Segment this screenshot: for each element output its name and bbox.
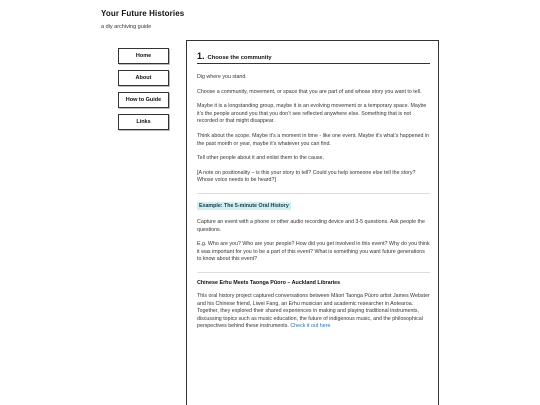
step-title: Choose the community [207, 55, 272, 61]
content-inner [197, 51, 430, 331]
example-paragraph: E.g. Who are you? Who are your people? How did you get involved in this event? Why do you think it was important for you to be a part of this event? What is something you want future generations to know about this event? [197, 241, 430, 263]
nav-how-to-guide-button[interactable]: How to Guide [118, 92, 169, 108]
step-number: 1. [197, 51, 205, 61]
divider [197, 272, 430, 273]
paragraph: Maybe it is a longstanding group, maybe it is an evolving movement or a temporary space. Maybe it’s the people around you that you don’t see reflected anywhere else. Something that is not recorded or that might disappear. [197, 103, 427, 125]
paragraph: Tell other people about it and enlist them to the cause. [197, 155, 324, 162]
main-nav [118, 48, 169, 136]
divider [197, 193, 430, 194]
step-heading [197, 51, 430, 64]
paragraph: Choose a community, movement, or space that you are part of and whose story you want to tell. [197, 88, 422, 95]
paragraph: Think about the scope. Maybe it’s a moment in time - like one event. Maybe it’s what’s happened in the past month or year, maybe it’s whatever you can find. [197, 132, 430, 147]
story-paragraph [197, 293, 430, 331]
example-paragraph: Capture an event with a phone or other audio recording device and 3-5 questions. Ask people the questions. [197, 218, 425, 233]
story-text: This oral history project captured conversations between Māori Taonga Pūoro artist James Webster and his Chinese friend, Liwei Fang, an Erhu musician and academic researcher in Aotearoa. Together, they explored their shared experiences in making and playing traditional instruments, discussing topics such as music education, the future of indigenous music, and the philosophical perspectives behind these instruments. [197, 292, 430, 330]
example-heading: Example: The 5-minute Oral History [199, 202, 289, 209]
site-title: Your Future Histories [101, 9, 185, 18]
content-panel [186, 40, 439, 405]
story-title: Chinese Erhu Meets Taonga Pūoro – Auckland Libraries [197, 279, 341, 286]
nav-about-button[interactable]: About [118, 70, 169, 86]
nav-links-button[interactable]: Links [118, 114, 169, 130]
check-it-out-link[interactable]: Check it out here [290, 323, 331, 330]
paragraph: Dig where you stand. [197, 74, 247, 80]
paragraph: [A note on positionality – is this your story to tell? Could you help someone else tell the story? Whose voice needs to be heard?] [197, 169, 416, 184]
nav-home-button[interactable]: Home [118, 48, 169, 64]
site-tagline: a diy archiving guide [101, 24, 152, 30]
